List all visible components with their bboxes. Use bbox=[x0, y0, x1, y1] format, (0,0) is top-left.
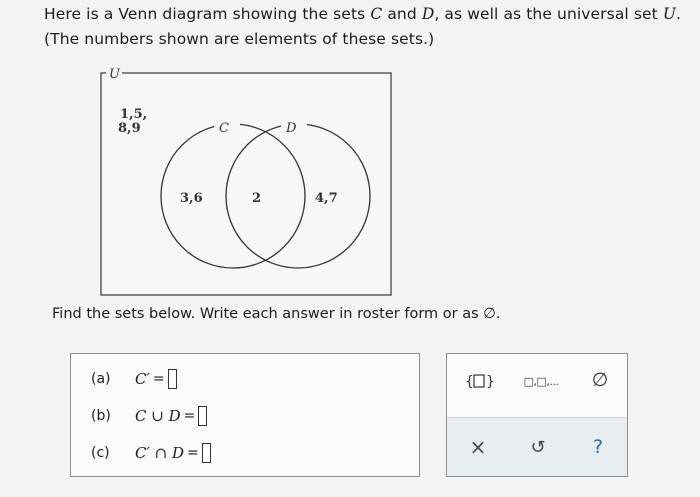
only-c-elements: 3,6 bbox=[180, 191, 203, 206]
universal-set-label: U bbox=[109, 67, 120, 82]
outside-elements-line-2: 8,9 bbox=[118, 121, 141, 136]
question-label: (b) bbox=[91, 408, 111, 424]
help-icon: ? bbox=[592, 436, 604, 458]
set-d-symbol: D bbox=[421, 5, 435, 23]
venn-diagram bbox=[100, 66, 392, 296]
question-c bbox=[91, 441, 211, 465]
question-label: (a) bbox=[91, 371, 111, 387]
intro-line-1 bbox=[44, 2, 684, 27]
clear-button[interactable] bbox=[463, 432, 493, 462]
list-comma-icon: □,□,... bbox=[523, 374, 559, 388]
outside-elements-line-1: 1,5, bbox=[120, 107, 148, 122]
intro-text: Here is a Venn diagram showing the sets bbox=[44, 5, 371, 23]
intersection-elements: 2 bbox=[252, 191, 262, 206]
question-expression: C′ ∩ D bbox=[135, 444, 185, 462]
empty-set-icon: ∅ bbox=[591, 369, 609, 391]
svg-text:{: { bbox=[465, 374, 474, 390]
svg-text:}: } bbox=[486, 374, 495, 390]
question-expression: C ∪ D bbox=[135, 407, 181, 425]
empty-set-button[interactable] bbox=[583, 366, 617, 394]
intro-line-2: (The numbers shown are elements of these sets.) bbox=[44, 30, 435, 48]
question-label: (c) bbox=[91, 445, 110, 461]
help-button[interactable] bbox=[583, 432, 613, 462]
math-toolbar bbox=[446, 353, 628, 477]
question-a bbox=[91, 367, 177, 391]
problem-statement bbox=[44, 2, 684, 52]
undo-button[interactable] bbox=[523, 432, 553, 462]
set-c-symbol: C bbox=[370, 5, 383, 23]
venn-svg bbox=[100, 66, 392, 296]
close-icon: × bbox=[469, 435, 487, 459]
question-b bbox=[91, 404, 207, 428]
set-braces-icon bbox=[464, 371, 494, 391]
undo-icon: ↺ bbox=[530, 436, 546, 458]
circle-d-label: D bbox=[286, 121, 297, 136]
equals-sign: = bbox=[183, 408, 196, 424]
list-button[interactable] bbox=[517, 368, 565, 394]
intro-text: and bbox=[382, 5, 422, 23]
circle-c-label: C bbox=[219, 121, 229, 136]
answer-c-input[interactable] bbox=[202, 443, 211, 463]
answer-a-input[interactable] bbox=[168, 369, 177, 389]
equals-sign: = bbox=[152, 371, 165, 387]
intro-text: , as well as the universal set bbox=[434, 5, 663, 23]
answer-panel bbox=[70, 353, 420, 477]
answer-b-input[interactable] bbox=[198, 406, 207, 426]
set-braces-button[interactable] bbox=[461, 368, 497, 394]
question-expression: C′ bbox=[135, 370, 150, 388]
only-d-elements: 4,7 bbox=[315, 191, 338, 206]
equals-sign: = bbox=[187, 445, 199, 461]
toolbar-actions bbox=[447, 417, 627, 476]
instructions-text: Find the sets below. Write each answer in roster form or as ∅. bbox=[52, 306, 501, 322]
set-u-symbol: U bbox=[662, 5, 677, 23]
intro-text: . bbox=[676, 5, 682, 23]
